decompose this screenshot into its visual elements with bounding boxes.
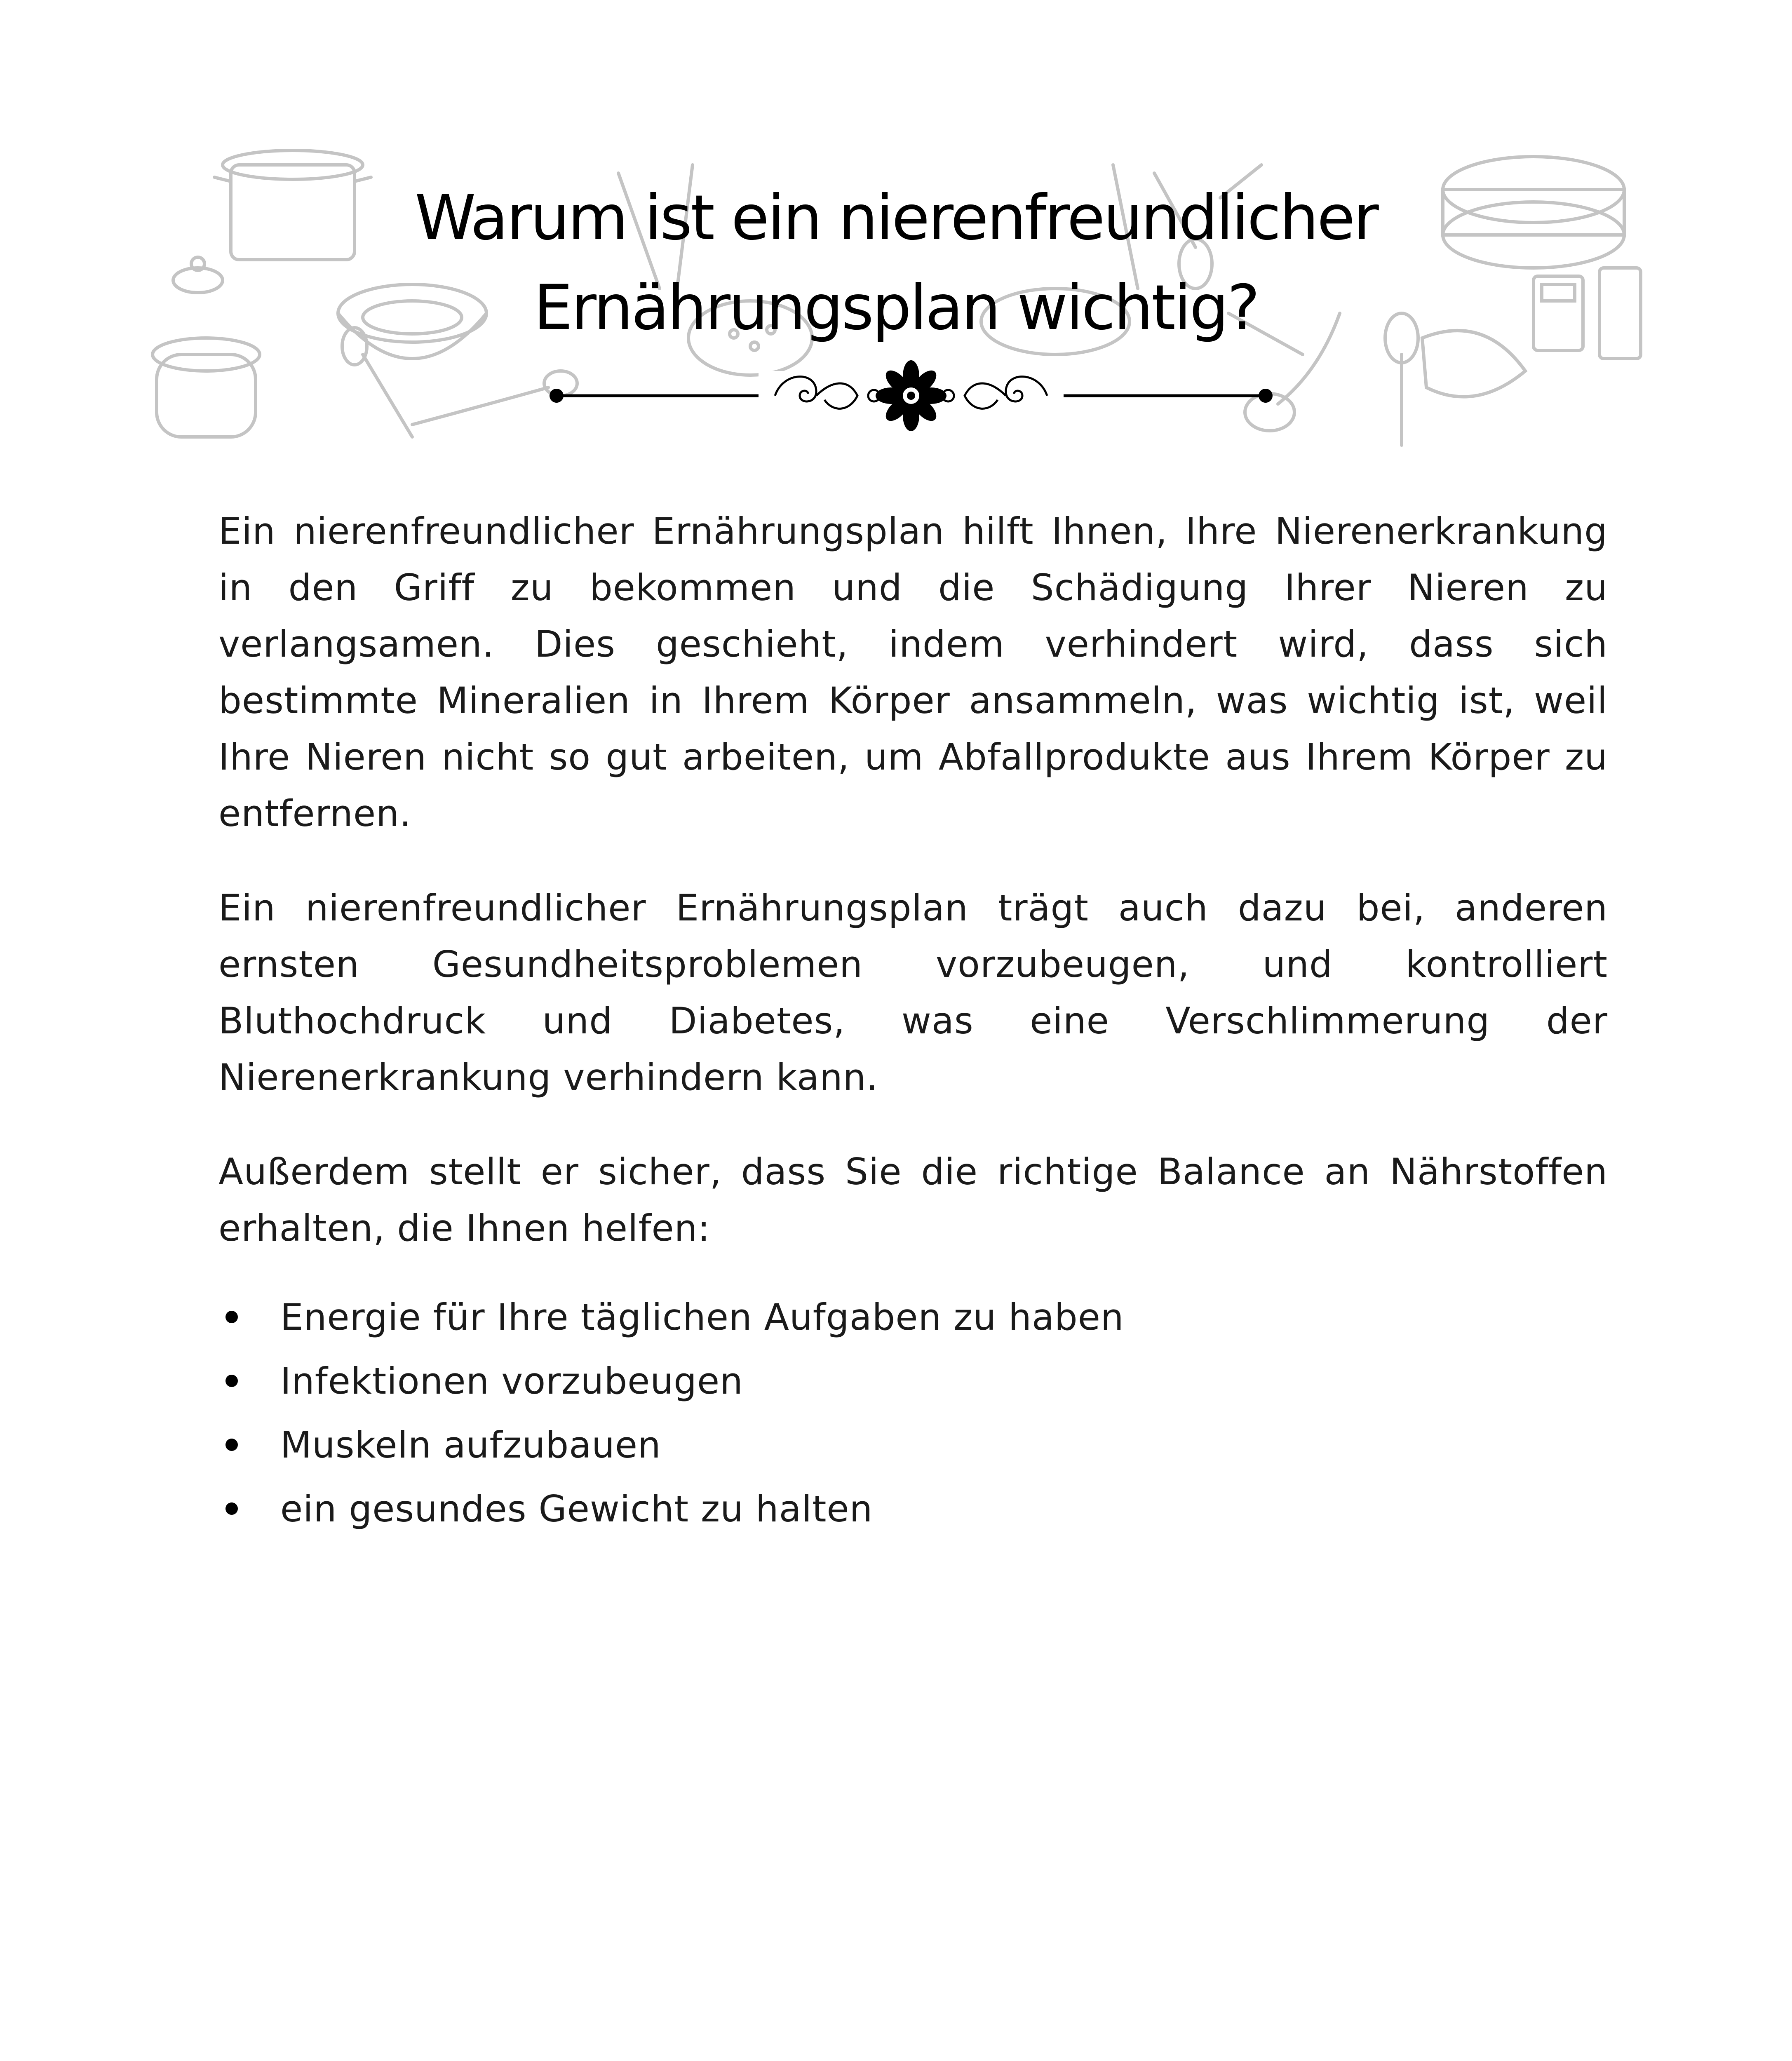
page-title-line-2: Ernährungsplan wichtig? bbox=[533, 272, 1259, 344]
ornamental-flower-divider-icon bbox=[544, 354, 1278, 437]
page-title bbox=[0, 173, 1792, 353]
list-item bbox=[218, 1413, 1608, 1477]
benefit-list bbox=[218, 1285, 1608, 1541]
list-item-text: Muskeln aufzubauen bbox=[280, 1424, 661, 1466]
bullet-icon bbox=[225, 1375, 238, 1387]
list-item bbox=[218, 1477, 1608, 1541]
paragraph-2: Ein nierenfreundlicher Ernährungsplan trägt auch dazu bei, anderen ernsten Gesundheitsproblemen vorzubeugen, und kontrolliert Bluthochdruck und Diabetes, was eine Verschlimmerung der Nierenerkrankung verhindern kann. bbox=[218, 887, 1608, 1099]
list-item bbox=[218, 1349, 1608, 1413]
paragraph-3: Außerdem stellt er sicher, dass Sie die richtige Balance an Nährstoffen erhalten, die Ihnen helfen: bbox=[218, 1150, 1608, 1249]
list-item bbox=[218, 1285, 1608, 1349]
list-item-text: Energie für Ihre täglichen Aufgaben zu haben bbox=[280, 1296, 1124, 1338]
body-content bbox=[218, 503, 1608, 1541]
list-item-text: ein gesundes Gewicht zu halten bbox=[280, 1488, 873, 1530]
list-item-text: Infektionen vorzubeugen bbox=[280, 1360, 743, 1402]
bullet-icon bbox=[225, 1311, 238, 1323]
page-title-line-1: Warum ist ein nierenfreundlicher bbox=[415, 182, 1377, 254]
bullet-icon bbox=[225, 1439, 238, 1451]
paragraph-1: Ein nierenfreundlicher Ernährungsplan hilft Ihnen, Ihre Nierenerkrankung in den Griff zu bekommen und die Schädigung Ihrer Nieren zu verlangsamen. Dies geschieht, indem verhindert wird, dass sich bestimmte Mineralien in Ihrem Körper ansammeln, was wichtig ist, weil Ihre Nieren nicht so gut arbeiten, um Abfallprodukte aus Ihrem Körper zu entfernen. bbox=[218, 510, 1608, 835]
bullet-icon bbox=[225, 1502, 238, 1515]
